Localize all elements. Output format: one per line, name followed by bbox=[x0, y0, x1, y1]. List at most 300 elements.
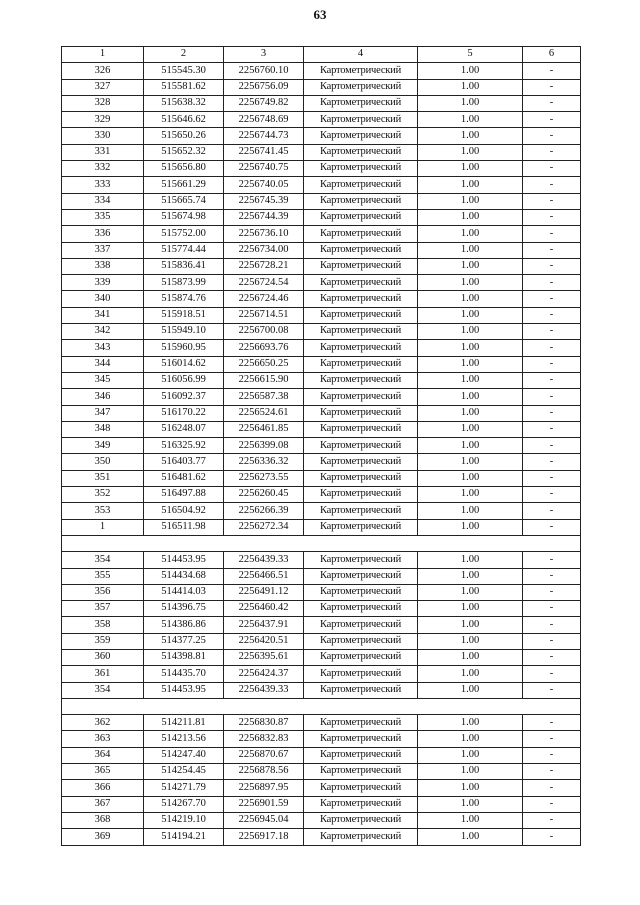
table-row bbox=[62, 421, 581, 437]
cell-method: Картометрический bbox=[304, 144, 418, 160]
cell-y-coordinate: 2256728.21 bbox=[224, 258, 304, 274]
cell-method: Картометрический bbox=[304, 715, 418, 731]
cell-point-number: 342 bbox=[62, 324, 144, 340]
table-row bbox=[62, 356, 581, 372]
cell-note: - bbox=[523, 242, 581, 258]
cell-accuracy: 1.00 bbox=[418, 715, 523, 731]
cell-note: - bbox=[523, 79, 581, 95]
cell-point-number: 359 bbox=[62, 633, 144, 649]
cell-accuracy: 1.00 bbox=[418, 764, 523, 780]
table-row bbox=[62, 764, 581, 780]
cell-method: Картометрический bbox=[304, 747, 418, 763]
cell-method: Картометрический bbox=[304, 421, 418, 437]
cell-method: Картометрический bbox=[304, 112, 418, 128]
cell-point-number: 358 bbox=[62, 617, 144, 633]
cell-point-number: 345 bbox=[62, 372, 144, 388]
cell-y-coordinate: 2256395.61 bbox=[224, 649, 304, 665]
cell-note: - bbox=[523, 764, 581, 780]
cell-accuracy: 1.00 bbox=[418, 372, 523, 388]
cell-x-coordinate: 516092.37 bbox=[144, 389, 224, 405]
cell-x-coordinate: 516403.77 bbox=[144, 454, 224, 470]
column-header-accuracy: 5 bbox=[418, 47, 523, 63]
cell-x-coordinate: 515674.98 bbox=[144, 209, 224, 225]
cell-note: - bbox=[523, 421, 581, 437]
table-row bbox=[62, 617, 581, 633]
cell-y-coordinate: 2256491.12 bbox=[224, 584, 304, 600]
cell-note: - bbox=[523, 63, 581, 79]
cell-accuracy: 1.00 bbox=[418, 258, 523, 274]
cell-note: - bbox=[523, 372, 581, 388]
cell-point-number: 333 bbox=[62, 177, 144, 193]
cell-accuracy: 1.00 bbox=[418, 633, 523, 649]
table-row bbox=[62, 666, 581, 682]
table-row bbox=[62, 128, 581, 144]
table-row bbox=[62, 487, 581, 503]
cell-accuracy: 1.00 bbox=[418, 291, 523, 307]
cell-x-coordinate: 514396.75 bbox=[144, 601, 224, 617]
cell-y-coordinate: 2256734.00 bbox=[224, 242, 304, 258]
cell-point-number: 351 bbox=[62, 470, 144, 486]
cell-method: Картометрический bbox=[304, 128, 418, 144]
cell-method: Картометрический bbox=[304, 682, 418, 698]
cell-accuracy: 1.00 bbox=[418, 226, 523, 242]
cell-y-coordinate: 2256437.91 bbox=[224, 617, 304, 633]
cell-note: - bbox=[523, 487, 581, 503]
separator-row bbox=[62, 535, 581, 551]
cell-x-coordinate: 515652.32 bbox=[144, 144, 224, 160]
cell-y-coordinate: 2256749.82 bbox=[224, 95, 304, 111]
cell-method: Картометрический bbox=[304, 356, 418, 372]
table-row bbox=[62, 258, 581, 274]
cell-accuracy: 1.00 bbox=[418, 144, 523, 160]
table-row bbox=[62, 275, 581, 291]
cell-x-coordinate: 514453.95 bbox=[144, 552, 224, 568]
cell-method: Картометрический bbox=[304, 324, 418, 340]
table-row bbox=[62, 242, 581, 258]
cell-accuracy: 1.00 bbox=[418, 649, 523, 665]
cell-note: - bbox=[523, 324, 581, 340]
cell-note: - bbox=[523, 796, 581, 812]
cell-y-coordinate: 2256741.45 bbox=[224, 144, 304, 160]
table-row bbox=[62, 715, 581, 731]
cell-x-coordinate: 516511.98 bbox=[144, 519, 224, 535]
cell-method: Картометрический bbox=[304, 666, 418, 682]
cell-y-coordinate: 2256740.05 bbox=[224, 177, 304, 193]
cell-x-coordinate: 516497.88 bbox=[144, 487, 224, 503]
cell-point-number: 356 bbox=[62, 584, 144, 600]
cell-accuracy: 1.00 bbox=[418, 356, 523, 372]
cell-note: - bbox=[523, 666, 581, 682]
cell-note: - bbox=[523, 258, 581, 274]
table-row bbox=[62, 144, 581, 160]
cell-note: - bbox=[523, 633, 581, 649]
cell-y-coordinate: 2256830.87 bbox=[224, 715, 304, 731]
table-row bbox=[62, 796, 581, 812]
cell-x-coordinate: 514386.86 bbox=[144, 617, 224, 633]
cell-y-coordinate: 2256693.76 bbox=[224, 340, 304, 356]
column-header-x: 2 bbox=[144, 47, 224, 63]
cell-point-number: 344 bbox=[62, 356, 144, 372]
cell-accuracy: 1.00 bbox=[418, 682, 523, 698]
cell-point-number: 337 bbox=[62, 242, 144, 258]
cell-x-coordinate: 515949.10 bbox=[144, 324, 224, 340]
cell-point-number: 349 bbox=[62, 438, 144, 454]
cell-method: Картометрический bbox=[304, 307, 418, 323]
cell-y-coordinate: 2256897.95 bbox=[224, 780, 304, 796]
cell-x-coordinate: 515545.30 bbox=[144, 63, 224, 79]
cell-x-coordinate: 515874.76 bbox=[144, 291, 224, 307]
cell-accuracy: 1.00 bbox=[418, 242, 523, 258]
cell-point-number: 328 bbox=[62, 95, 144, 111]
table-body bbox=[62, 63, 581, 845]
cell-method: Картометрический bbox=[304, 731, 418, 747]
cell-x-coordinate: 516325.92 bbox=[144, 438, 224, 454]
table-row bbox=[62, 209, 581, 225]
cell-x-coordinate: 516170.22 bbox=[144, 405, 224, 421]
cell-accuracy: 1.00 bbox=[418, 780, 523, 796]
cell-point-number: 1 bbox=[62, 519, 144, 535]
table-row bbox=[62, 372, 581, 388]
cell-y-coordinate: 2256273.55 bbox=[224, 470, 304, 486]
cell-method: Картометрический bbox=[304, 649, 418, 665]
cell-note: - bbox=[523, 209, 581, 225]
cell-method: Картометрический bbox=[304, 405, 418, 421]
cell-x-coordinate: 516481.62 bbox=[144, 470, 224, 486]
cell-x-coordinate: 515638.32 bbox=[144, 95, 224, 111]
cell-method: Картометрический bbox=[304, 438, 418, 454]
cell-method: Картометрический bbox=[304, 796, 418, 812]
cell-note: - bbox=[523, 177, 581, 193]
cell-point-number: 367 bbox=[62, 796, 144, 812]
cell-y-coordinate: 2256439.33 bbox=[224, 552, 304, 568]
cell-method: Картометрический bbox=[304, 161, 418, 177]
table-row bbox=[62, 584, 581, 600]
cell-method: Картометрический bbox=[304, 209, 418, 225]
cell-point-number: 329 bbox=[62, 112, 144, 128]
cell-y-coordinate: 2256745.39 bbox=[224, 193, 304, 209]
cell-point-number: 335 bbox=[62, 209, 144, 225]
cell-note: - bbox=[523, 568, 581, 584]
cell-y-coordinate: 2256744.39 bbox=[224, 209, 304, 225]
cell-x-coordinate: 514247.40 bbox=[144, 747, 224, 763]
table-header-row bbox=[62, 47, 581, 63]
cell-point-number: 326 bbox=[62, 63, 144, 79]
cell-note: - bbox=[523, 649, 581, 665]
cell-y-coordinate: 2256945.04 bbox=[224, 812, 304, 828]
cell-accuracy: 1.00 bbox=[418, 95, 523, 111]
table-row bbox=[62, 812, 581, 828]
cell-accuracy: 1.00 bbox=[418, 503, 523, 519]
cell-note: - bbox=[523, 829, 581, 845]
table-row bbox=[62, 829, 581, 845]
cell-note: - bbox=[523, 503, 581, 519]
cell-y-coordinate: 2256744.73 bbox=[224, 128, 304, 144]
cell-accuracy: 1.00 bbox=[418, 666, 523, 682]
cell-note: - bbox=[523, 454, 581, 470]
cell-accuracy: 1.00 bbox=[418, 324, 523, 340]
cell-method: Картометрический bbox=[304, 584, 418, 600]
table-row bbox=[62, 177, 581, 193]
cell-point-number: 346 bbox=[62, 389, 144, 405]
cell-x-coordinate: 516248.07 bbox=[144, 421, 224, 437]
cell-point-number: 341 bbox=[62, 307, 144, 323]
cell-x-coordinate: 514213.56 bbox=[144, 731, 224, 747]
cell-y-coordinate: 2256424.37 bbox=[224, 666, 304, 682]
cell-point-number: 332 bbox=[62, 161, 144, 177]
cell-accuracy: 1.00 bbox=[418, 79, 523, 95]
cell-note: - bbox=[523, 780, 581, 796]
cell-accuracy: 1.00 bbox=[418, 796, 523, 812]
cell-note: - bbox=[523, 812, 581, 828]
cell-x-coordinate: 516504.92 bbox=[144, 503, 224, 519]
cell-accuracy: 1.00 bbox=[418, 128, 523, 144]
cell-point-number: 360 bbox=[62, 649, 144, 665]
cell-x-coordinate: 515665.74 bbox=[144, 193, 224, 209]
table-row bbox=[62, 79, 581, 95]
cell-point-number: 363 bbox=[62, 731, 144, 747]
table-row bbox=[62, 340, 581, 356]
separator-cell bbox=[62, 698, 581, 714]
cell-y-coordinate: 2256439.33 bbox=[224, 682, 304, 698]
cell-x-coordinate: 515656.80 bbox=[144, 161, 224, 177]
cell-y-coordinate: 2256260.45 bbox=[224, 487, 304, 503]
cell-y-coordinate: 2256266.39 bbox=[224, 503, 304, 519]
cell-note: - bbox=[523, 340, 581, 356]
cell-point-number: 361 bbox=[62, 666, 144, 682]
cell-note: - bbox=[523, 617, 581, 633]
cell-method: Картометрический bbox=[304, 780, 418, 796]
cell-method: Картометрический bbox=[304, 372, 418, 388]
cell-method: Картометрический bbox=[304, 764, 418, 780]
cell-point-number: 368 bbox=[62, 812, 144, 828]
cell-method: Картометрический bbox=[304, 340, 418, 356]
cell-point-number: 352 bbox=[62, 487, 144, 503]
cell-x-coordinate: 515650.26 bbox=[144, 128, 224, 144]
cell-y-coordinate: 2256587.38 bbox=[224, 389, 304, 405]
cell-y-coordinate: 2256700.08 bbox=[224, 324, 304, 340]
cell-method: Картометрический bbox=[304, 193, 418, 209]
cell-note: - bbox=[523, 193, 581, 209]
cell-accuracy: 1.00 bbox=[418, 470, 523, 486]
cell-x-coordinate: 514414.03 bbox=[144, 584, 224, 600]
cell-accuracy: 1.00 bbox=[418, 209, 523, 225]
cell-point-number: 364 bbox=[62, 747, 144, 763]
cell-x-coordinate: 515646.62 bbox=[144, 112, 224, 128]
cell-accuracy: 1.00 bbox=[418, 340, 523, 356]
cell-method: Картометрический bbox=[304, 601, 418, 617]
cell-point-number: 339 bbox=[62, 275, 144, 291]
table-row bbox=[62, 470, 581, 486]
cell-method: Картометрический bbox=[304, 454, 418, 470]
cell-point-number: 327 bbox=[62, 79, 144, 95]
table-row bbox=[62, 291, 581, 307]
cell-note: - bbox=[523, 128, 581, 144]
cell-note: - bbox=[523, 601, 581, 617]
cell-accuracy: 1.00 bbox=[418, 617, 523, 633]
cell-point-number: 334 bbox=[62, 193, 144, 209]
cell-y-coordinate: 2256714.51 bbox=[224, 307, 304, 323]
cell-x-coordinate: 514434.68 bbox=[144, 568, 224, 584]
cell-x-coordinate: 514211.81 bbox=[144, 715, 224, 731]
cell-point-number: 366 bbox=[62, 780, 144, 796]
cell-method: Картометрический bbox=[304, 487, 418, 503]
cell-x-coordinate: 515918.51 bbox=[144, 307, 224, 323]
cell-note: - bbox=[523, 438, 581, 454]
cell-method: Картометрический bbox=[304, 291, 418, 307]
cell-y-coordinate: 2256870.67 bbox=[224, 747, 304, 763]
cell-method: Картометрический bbox=[304, 258, 418, 274]
cell-accuracy: 1.00 bbox=[418, 829, 523, 845]
table-row bbox=[62, 112, 581, 128]
cell-accuracy: 1.00 bbox=[418, 552, 523, 568]
cell-accuracy: 1.00 bbox=[418, 487, 523, 503]
cell-accuracy: 1.00 bbox=[418, 519, 523, 535]
cell-accuracy: 1.00 bbox=[418, 63, 523, 79]
cell-accuracy: 1.00 bbox=[418, 568, 523, 584]
table-row bbox=[62, 633, 581, 649]
table-row bbox=[62, 731, 581, 747]
cell-y-coordinate: 2256466.51 bbox=[224, 568, 304, 584]
cell-accuracy: 1.00 bbox=[418, 161, 523, 177]
cell-method: Картометрический bbox=[304, 617, 418, 633]
cell-note: - bbox=[523, 519, 581, 535]
cell-note: - bbox=[523, 275, 581, 291]
cell-y-coordinate: 2256756.09 bbox=[224, 79, 304, 95]
cell-y-coordinate: 2256724.54 bbox=[224, 275, 304, 291]
table-row bbox=[62, 682, 581, 698]
cell-method: Картометрический bbox=[304, 275, 418, 291]
cell-accuracy: 1.00 bbox=[418, 601, 523, 617]
cell-x-coordinate: 515752.00 bbox=[144, 226, 224, 242]
cell-note: - bbox=[523, 291, 581, 307]
cell-point-number: 355 bbox=[62, 568, 144, 584]
cell-accuracy: 1.00 bbox=[418, 812, 523, 828]
table-row bbox=[62, 503, 581, 519]
column-header-method: 4 bbox=[304, 47, 418, 63]
cell-x-coordinate: 514453.95 bbox=[144, 682, 224, 698]
cell-accuracy: 1.00 bbox=[418, 112, 523, 128]
cell-note: - bbox=[523, 112, 581, 128]
cell-accuracy: 1.00 bbox=[418, 193, 523, 209]
table-row bbox=[62, 307, 581, 323]
cell-method: Картометрический bbox=[304, 503, 418, 519]
table-row bbox=[62, 324, 581, 340]
column-header-note: 6 bbox=[523, 47, 581, 63]
table-row bbox=[62, 649, 581, 665]
cell-y-coordinate: 2256336.32 bbox=[224, 454, 304, 470]
cell-x-coordinate: 514398.81 bbox=[144, 649, 224, 665]
table-row bbox=[62, 747, 581, 763]
cell-method: Картометрический bbox=[304, 812, 418, 828]
cell-accuracy: 1.00 bbox=[418, 747, 523, 763]
cell-method: Картометрический bbox=[304, 633, 418, 649]
table-row bbox=[62, 95, 581, 111]
cell-point-number: 343 bbox=[62, 340, 144, 356]
cell-y-coordinate: 2256420.51 bbox=[224, 633, 304, 649]
table-row bbox=[62, 389, 581, 405]
cell-x-coordinate: 514435.70 bbox=[144, 666, 224, 682]
cell-y-coordinate: 2256460.42 bbox=[224, 601, 304, 617]
cell-note: - bbox=[523, 144, 581, 160]
cell-method: Картометрический bbox=[304, 177, 418, 193]
cell-point-number: 348 bbox=[62, 421, 144, 437]
table-row bbox=[62, 226, 581, 242]
cell-x-coordinate: 516056.99 bbox=[144, 372, 224, 388]
cell-x-coordinate: 514194.21 bbox=[144, 829, 224, 845]
separator-row bbox=[62, 698, 581, 714]
cell-method: Картометрический bbox=[304, 242, 418, 258]
cell-y-coordinate: 2256832.83 bbox=[224, 731, 304, 747]
cell-x-coordinate: 515581.62 bbox=[144, 79, 224, 95]
table-row bbox=[62, 552, 581, 568]
cell-y-coordinate: 2256272.34 bbox=[224, 519, 304, 535]
cell-note: - bbox=[523, 682, 581, 698]
cell-note: - bbox=[523, 307, 581, 323]
cell-y-coordinate: 2256461.85 bbox=[224, 421, 304, 437]
cell-note: - bbox=[523, 470, 581, 486]
table-row bbox=[62, 519, 581, 535]
cell-note: - bbox=[523, 389, 581, 405]
cell-y-coordinate: 2256748.69 bbox=[224, 112, 304, 128]
cell-point-number: 350 bbox=[62, 454, 144, 470]
cell-note: - bbox=[523, 747, 581, 763]
table-row bbox=[62, 161, 581, 177]
cell-method: Картометрический bbox=[304, 470, 418, 486]
cell-x-coordinate: 515774.44 bbox=[144, 242, 224, 258]
cell-y-coordinate: 2256615.90 bbox=[224, 372, 304, 388]
cell-method: Картометрический bbox=[304, 519, 418, 535]
cell-method: Картометрический bbox=[304, 79, 418, 95]
cell-method: Картометрический bbox=[304, 552, 418, 568]
coordinates-table bbox=[61, 46, 581, 846]
cell-note: - bbox=[523, 95, 581, 111]
cell-y-coordinate: 2256399.08 bbox=[224, 438, 304, 454]
table-row bbox=[62, 438, 581, 454]
cell-note: - bbox=[523, 584, 581, 600]
cell-y-coordinate: 2256724.46 bbox=[224, 291, 304, 307]
cell-point-number: 362 bbox=[62, 715, 144, 731]
cell-point-number: 340 bbox=[62, 291, 144, 307]
cell-accuracy: 1.00 bbox=[418, 389, 523, 405]
cell-accuracy: 1.00 bbox=[418, 454, 523, 470]
cell-accuracy: 1.00 bbox=[418, 275, 523, 291]
cell-note: - bbox=[523, 356, 581, 372]
cell-point-number: 357 bbox=[62, 601, 144, 617]
cell-note: - bbox=[523, 731, 581, 747]
cell-x-coordinate: 514267.70 bbox=[144, 796, 224, 812]
column-header-point: 1 bbox=[62, 47, 144, 63]
table-row bbox=[62, 63, 581, 79]
cell-point-number: 336 bbox=[62, 226, 144, 242]
cell-x-coordinate: 514254.45 bbox=[144, 764, 224, 780]
cell-x-coordinate: 515836.41 bbox=[144, 258, 224, 274]
cell-accuracy: 1.00 bbox=[418, 421, 523, 437]
separator-cell bbox=[62, 535, 581, 551]
cell-y-coordinate: 2256524.61 bbox=[224, 405, 304, 421]
cell-x-coordinate: 515960.95 bbox=[144, 340, 224, 356]
cell-accuracy: 1.00 bbox=[418, 307, 523, 323]
cell-y-coordinate: 2256650.25 bbox=[224, 356, 304, 372]
cell-point-number: 347 bbox=[62, 405, 144, 421]
cell-accuracy: 1.00 bbox=[418, 731, 523, 747]
cell-method: Картометрический bbox=[304, 389, 418, 405]
cell-x-coordinate: 514271.79 bbox=[144, 780, 224, 796]
cell-y-coordinate: 2256878.56 bbox=[224, 764, 304, 780]
table-row bbox=[62, 454, 581, 470]
cell-accuracy: 1.00 bbox=[418, 584, 523, 600]
column-header-y: 3 bbox=[224, 47, 304, 63]
cell-method: Картометрический bbox=[304, 95, 418, 111]
